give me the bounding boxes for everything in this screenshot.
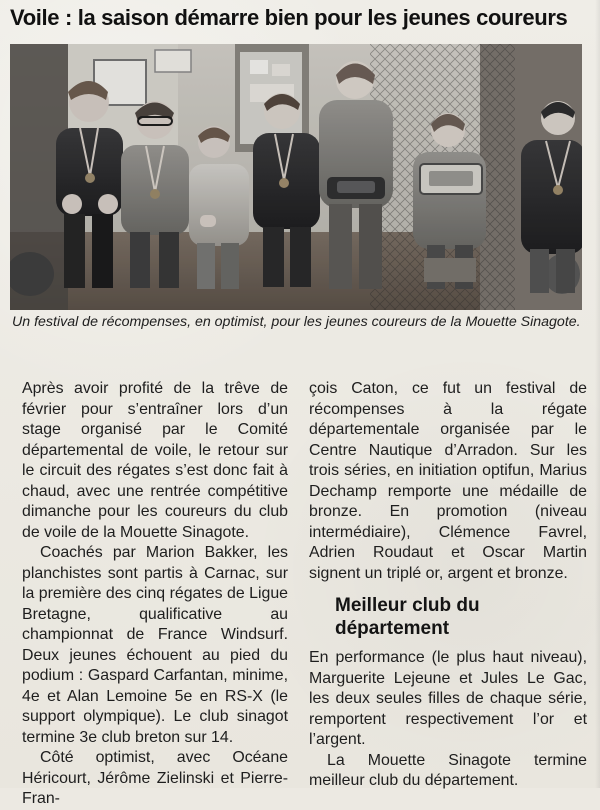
article-right-column	[309, 379, 587, 792]
right-paragraph-1: çois Caton, ce fut un festival de récompenses à la régate départementale organisée par le Centre Nautique d’Arradon. Sur les trois séries, en initiation optifun, Marius Dechamp remporte une médaille de bronze. En promotion (niveau intermédiaire), Clémence Favrel, Adrien Roudaut et Oscar Martin signent un triplé or, argent et bronze.	[309, 380, 587, 582]
photo-caption: Un festival de récompenses, en optimist, pour les jeunes coureurs de la Mouette Sinagote.	[12, 314, 581, 330]
page-fold-shadow	[595, 0, 600, 788]
right-subhead: Meilleur club du département	[335, 595, 480, 639]
article-left-column	[22, 379, 288, 810]
left-paragraph-3: Côté optimist, avec Océane Héricourt, Jérôme Zielinski et Pierre-Fran-	[22, 749, 288, 807]
right-paragraph-2: En performance (le plus haut niveau), Marguerite Lejeune et Jules Le Gac, les deux seules filles de chaque série, remportent respectivement l’or et l’argent.	[309, 649, 587, 748]
photo-illustration	[10, 44, 582, 310]
left-paragraph-2: Coachés par Marion Bakker, les planchistes sont partis à Carnac, sur la première des cinq régates de Ligue Bretagne, qualificative au championnat de France Windsurf. Deux jeunes échouent au pied du podium : Gaspard Carfantan, minime, 4e et Alan Lemoine 5e en RS-X (le support olympique). Le club sinagot termine 3e club breton sur 14.	[22, 544, 288, 746]
article-headline: Voile : la saison démarre bien pour les jeunes coureurs	[10, 5, 568, 30]
article-photo	[10, 44, 582, 310]
right-paragraph-3: La Mouette Sinagote termine meilleur club du département.	[309, 751, 587, 789]
left-paragraph-1: Après avoir profité de la trêve de février pour s’entraîner lors d’un stage organisé par le Comité départemental de voile, le retour sur le circuit des régates s’est donc fait à chaud, avec une rentrée compétitive dimanche pour les coureurs du club de voile de la Mouette Sinagote.	[22, 380, 288, 541]
